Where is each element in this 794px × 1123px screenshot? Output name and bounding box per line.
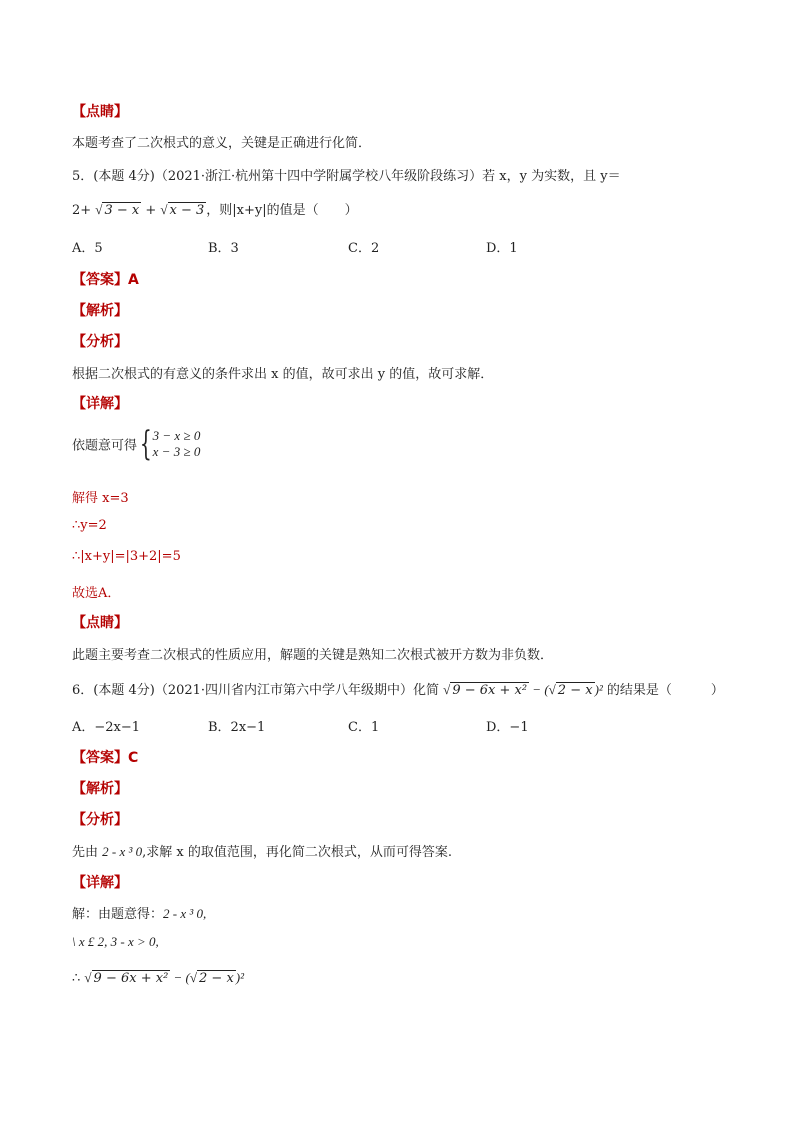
q6-option-c: C．1 — [348, 720, 380, 735]
q5-analysis: 根据二次根式的有意义的条件求出 x 的值，故可求出 y 的值，故可求解． — [72, 367, 494, 382]
q6-detail-1-pre: 解：由题意得： — [72, 907, 164, 922]
q5-plus: + — [141, 203, 161, 218]
q6-minus: − ( — [529, 682, 549, 697]
q5-system-lines — [153, 428, 201, 460]
q5-radicand-1: 3 − x — [104, 203, 140, 218]
q6-analysis-post: ,求解 x 的取值范围，再化简二次根式，从而可得答案. — [142, 845, 453, 860]
q6-option-a: A．−2x−1 — [72, 720, 141, 735]
q5-system — [72, 424, 201, 464]
q6-tag-jiexi: 【解析】 — [72, 781, 128, 797]
q5-option-c: C．2 — [348, 241, 380, 256]
q6-analysis — [72, 841, 452, 860]
tag-dianjing-1: 【点睛】 — [72, 104, 128, 120]
q6-detail-3-minus: − ( — [170, 970, 190, 985]
q5-tag-xiangjie: 【详解】 — [72, 396, 128, 412]
sqrt-sign: √ — [443, 682, 451, 697]
sqrt-sign: √ — [548, 682, 556, 697]
q6-answer: 【答案】C — [72, 750, 139, 766]
q5-detail-lead: 依题意可得 — [72, 438, 138, 454]
q5-choose: 故选A． — [72, 586, 121, 601]
q5-option-b: B．3 — [208, 241, 239, 256]
q6-tag-xiangjie: 【详解】 — [72, 875, 128, 891]
q5-tag-dianjing: 【点睛】 — [72, 615, 128, 631]
q6-detail-3-pre: ∴ — [72, 971, 85, 986]
q5-stem-line2 — [72, 199, 358, 218]
q6-detail-2: \ x £ 2, 3 - x > 0, — [72, 934, 159, 949]
q6-radicand-b: 2 − x — [557, 683, 593, 698]
summary-1: 本题考查了二次根式的意义，关键是正确进行化简． — [72, 136, 372, 151]
q5-answer: 【答案】A — [72, 272, 139, 288]
q6-detail-3 — [72, 970, 244, 986]
q6-analysis-math: 2 - x ³ 0 — [102, 844, 143, 859]
sqrt-sign: √ — [95, 202, 103, 217]
q5-system-line-2: x − 3 ≥ 0 — [152, 444, 201, 459]
q6-square: )² — [594, 682, 603, 697]
q5-summary: 此题主要考查二次根式的性质应用，解题的关键是熟知二次根式被开方数为非负数． — [72, 648, 554, 663]
q5-stem-line1: 5．(本题 4分)（2021·浙江·杭州第十四中学附属学校八年级阶段练习）若 x，y 为实数，且 y＝ — [72, 169, 621, 184]
q5-tag-fenxi: 【分析】 — [72, 334, 128, 350]
q5-option-d: D．1 — [486, 241, 518, 256]
q5-stem-prefix: 2+ — [72, 203, 96, 218]
q6-stem — [72, 679, 724, 698]
q6-detail-1-math: 2 - x ³ 0, — [163, 906, 207, 921]
q6-detail-3-square: )² — [235, 970, 245, 985]
q6-option-b: B．2x−1 — [208, 720, 266, 735]
q6-stem-prefix: 6．(本题 4分)（2021·四川省内江市第六中学八年级期中）化简 — [72, 683, 444, 698]
q5-solve-1: 解得 x=3 — [72, 491, 129, 506]
q6-analysis-pre: 先由 — [72, 845, 103, 860]
q6-radicand-a: 9 − 6x + x² — [452, 683, 528, 698]
q6-detail-3-radicand-b: 2 − x — [199, 971, 234, 986]
q5-solve-2: ∴y=2 — [72, 518, 107, 533]
brace-icon: { — [139, 424, 152, 464]
q5-stem-suffix: ，则|x+y|的值是（ ） — [206, 203, 358, 218]
q5-solve-3: ∴|x+y|=|3+2|=5 — [72, 549, 181, 564]
q6-stem-suffix: 的结果是（ ） — [602, 683, 724, 698]
sqrt-sign: √ — [160, 202, 168, 217]
q5-tag-jiexi: 【解析】 — [72, 303, 128, 319]
q6-detail-3-radicand-a: 9 − 6x + x² — [93, 971, 169, 986]
sqrt-sign: √ — [84, 970, 92, 985]
q5-option-a: A．5 — [72, 241, 103, 256]
q5-radicand-2: x − 3 — [169, 203, 205, 218]
q5-system-line-1: 3 − x ≥ 0 — [152, 428, 201, 443]
q6-tag-fenxi: 【分析】 — [72, 812, 128, 828]
q6-option-d: D．−1 — [486, 720, 529, 735]
q6-detail-1 — [72, 903, 206, 922]
sqrt-sign: √ — [189, 970, 198, 985]
